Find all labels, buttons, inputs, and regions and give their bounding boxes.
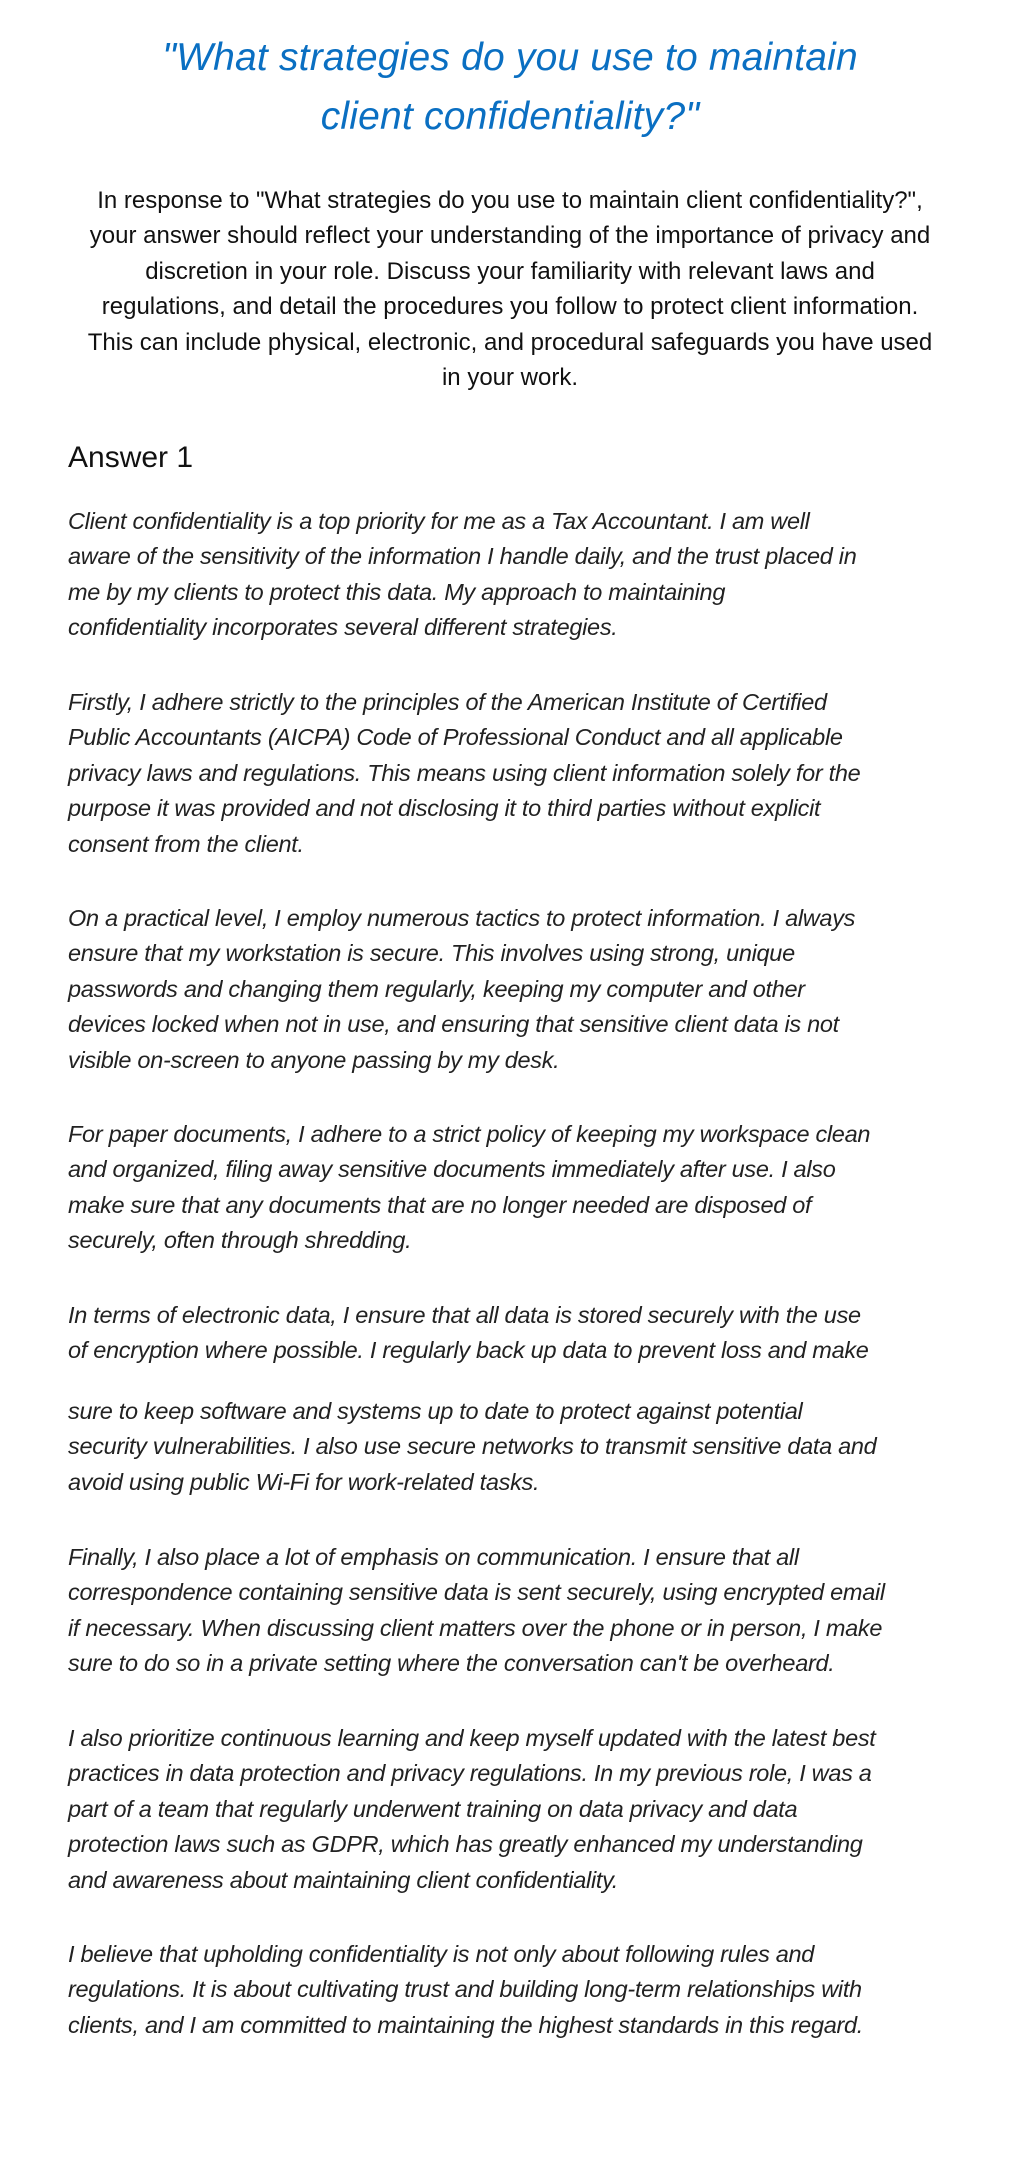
intro-line: This can include physical, electronic, and procedural safeguards you have used <box>87 328 933 356</box>
paragraph-line: and awareness about maintaining client confidentiality. <box>68 1866 619 1893</box>
answer-paragraph <box>68 1540 968 1682</box>
intro-line: discretion in your role. Discuss your familiarity with relevant laws and <box>145 257 875 285</box>
paragraph-line: I also prioritize continuous learning and keep myself updated with the latest best <box>68 1725 876 1751</box>
intro-line: in your work. <box>441 364 579 392</box>
paragraph-line: ensure that my workstation is secure. This involves using strong, unique <box>68 940 795 967</box>
paragraph-line: of encryption where possible. I regularly back up data to prevent loss and make <box>68 1337 869 1364</box>
paragraph-line: security vulnerabilities. I also use secure networks to transmit sensitive data and <box>68 1433 877 1460</box>
paragraph-line: Client confidentiality is a top priority for me as a Tax Accountant. I am well <box>68 508 810 534</box>
paragraph-line: sure to do so in a private setting where the conversation can't be overheard. <box>68 1650 835 1677</box>
answer-paragraph <box>68 901 968 1078</box>
intro-guidance <box>40 183 980 395</box>
paragraph-line: make sure that any documents that are no longer needed are disposed of <box>68 1191 812 1218</box>
paragraph-line: purpose it was provided and not disclosing it to third parties without explicit <box>68 795 821 822</box>
answer-paragraph <box>68 685 968 862</box>
paragraph-line: For paper documents, I adhere to a strict policy of keeping my workspace clean <box>68 1121 871 1147</box>
intro-line: In response to "What strategies do you use to maintain client confidentiality?", <box>97 187 923 214</box>
paragraph-line: confidentiality incorporates several different strategies. <box>68 614 618 641</box>
answer-paragraph <box>68 1117 968 1259</box>
paragraph-line: me by my clients to protect this data. My approach to maintaining <box>68 578 726 605</box>
answer-paragraph-continued <box>68 1394 968 1500</box>
paragraph-line: correspondence containing sensitive data is sent securely, using encrypted email <box>68 1579 885 1606</box>
paragraph-line: sure to keep software and systems up to date to protect against potential <box>68 1398 803 1424</box>
paragraph-line: I believe that upholding confidentiality is not only about following rules and <box>68 1941 815 1967</box>
title-line: "What strategies do you use to maintain <box>162 36 858 79</box>
paragraph-line: aware of the sensitivity of the information I handle daily, and the trust placed in <box>68 543 857 570</box>
paragraph-line: Public Accountants (AICPA) Code of Professional Conduct and all applicable <box>68 724 843 751</box>
paragraph-line: devices locked when not in use, and ensuring that sensitive client data is not <box>68 1011 839 1038</box>
paragraph-line: if necessary. When discussing client matters over the phone or in person, I make <box>68 1614 883 1641</box>
paragraph-line: and organized, filing away sensitive documents immediately after use. I also <box>68 1156 836 1183</box>
paragraph-line: clients, and I am committed to maintaining the highest standards in this regard. <box>68 2011 864 2038</box>
paragraph-line: part of a team that regularly underwent training on data privacy and data <box>68 1795 798 1822</box>
paragraph-line: avoid using public Wi-Fi for work-related tasks. <box>68 1468 540 1495</box>
answer-paragraph <box>68 1298 968 1369</box>
paragraph-line: privacy laws and regulations. This means using client information solely for the <box>68 759 861 786</box>
answer-paragraph <box>68 1937 968 2043</box>
paragraph-line: Firstly, I adhere strictly to the principles of the American Institute of Certified <box>68 689 827 715</box>
paragraph-line: passwords and changing them regularly, keeping my computer and other <box>68 975 805 1002</box>
answer-paragraph <box>68 504 968 646</box>
intro-line: your answer should reflect your understanding of the importance of privacy and <box>89 222 931 250</box>
title-line: client confidentiality?" <box>320 95 700 138</box>
paragraph-line: Finally, I also place a lot of emphasis on communication. I ensure that all <box>68 1544 799 1570</box>
paragraph-line: securely, often through shredding. <box>68 1227 412 1254</box>
question-title <box>0 28 1020 146</box>
paragraph-line: visible on-screen to anyone passing by my desk. <box>68 1046 560 1073</box>
paragraph-line: In terms of electronic data, I ensure that all data is stored securely with the use <box>68 1302 861 1328</box>
paragraph-line: On a practical level, I employ numerous tactics to protect information. I always <box>68 905 856 931</box>
paragraph-line: protection laws such as GDPR, which has greatly enhanced my understanding <box>68 1831 863 1858</box>
paragraph-line: consent from the client. <box>68 830 304 857</box>
answer-paragraph <box>68 1721 968 1898</box>
intro-line: regulations, and detail the procedures you follow to protect client information. <box>101 293 919 321</box>
answer-heading: Answer 1 <box>68 441 194 474</box>
paragraph-line: regulations. It is about cultivating trust and building long-term relationships with <box>68 1976 862 2003</box>
paragraph-line: practices in data protection and privacy regulations. In my previous role, I was a <box>68 1760 872 1787</box>
